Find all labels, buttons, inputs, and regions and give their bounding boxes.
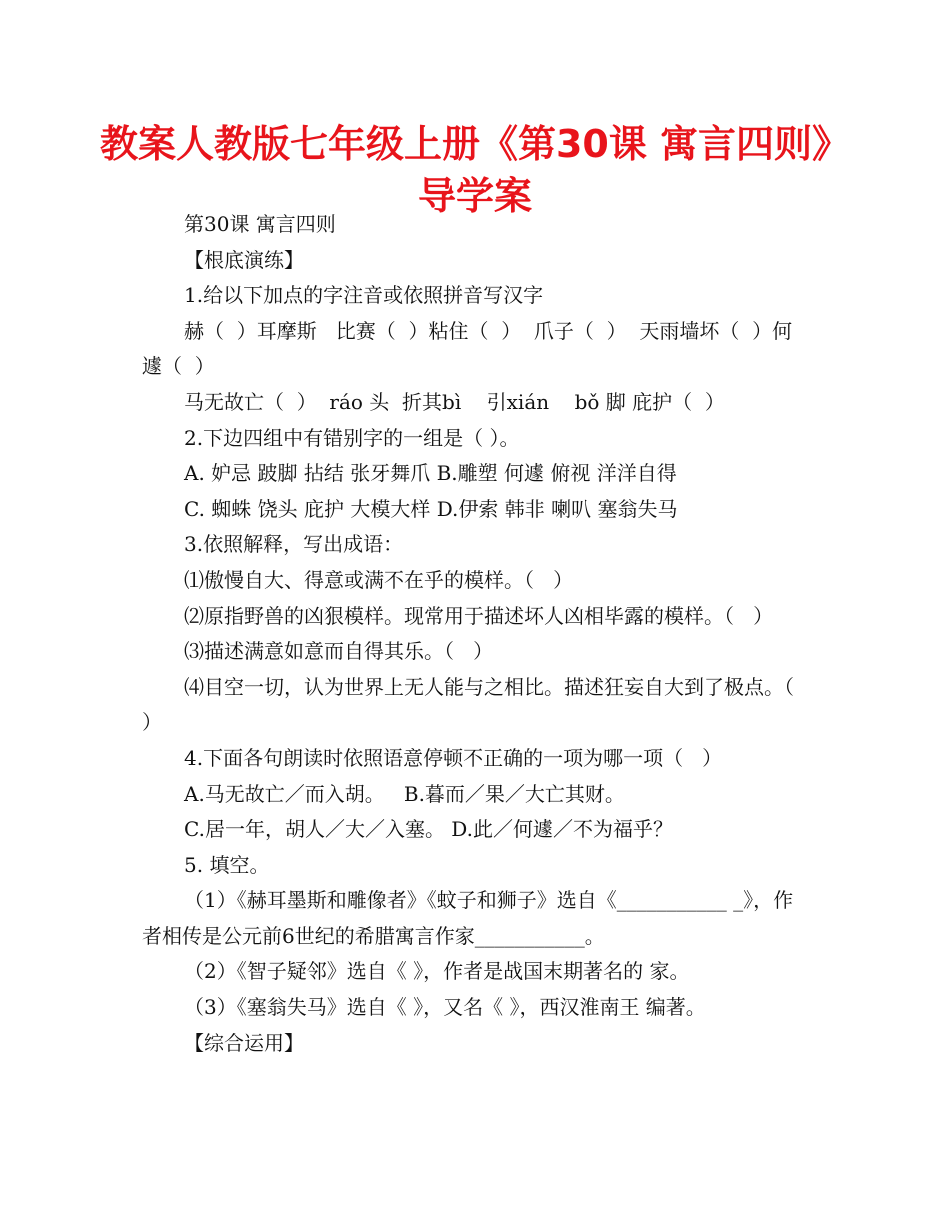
question-3-item-1: ⑴傲慢自大、得意或满不在乎的模样。（ ） [184, 567, 574, 592]
question-5-item-3: （3）《塞翁失马》选自《 》，又名《 》，西汉淮南王 编著。 [184, 995, 706, 1020]
question-1: 1.给以下加点的字注音或依照拼音写汉字 [184, 283, 544, 308]
question-2: 2.下边四组中有错别字的一组是（ ）。 [184, 425, 520, 450]
question-3-item-4: ⑷目空一切，认为世界上无人能与之相比。描述狂妄自大到了极点。（ ） [142, 674, 814, 735]
question-4-options-cd: C.居一年，胡人／大／入塞。 D.此／何遽／不为福乎？ [184, 817, 673, 842]
question-5: 5. 填空。 [184, 852, 270, 877]
question-4-options-ab: A.马无故亡／而入胡。 B.暮而／果／大亡其财。 [184, 781, 625, 806]
lesson-heading: 第30课 寓言四则 [184, 212, 336, 236]
question-1-line-2: 马无故亡（ ） ráo 头 折其bì 引xián bǒ 脚 庇护（ ） [184, 389, 725, 414]
question-3-item-3: ⑶描述满意如意而自得其乐。（ ） [184, 639, 494, 664]
document-body [142, 207, 812, 1061]
question-3-item-2: ⑵原指野兽的凶狠模样。现常用于描述坏人凶相毕露的模样。（ ） [184, 603, 774, 628]
question-5-item-2: （2）《智子疑邻》选自《 》，作者是战国末期著名的 家。 [184, 959, 690, 984]
question-3: 3.依照解释，写出成语： [184, 532, 404, 557]
question-2-options-ab: A. 妒忌 跛脚 拈结 张牙舞爪 B.雕塑 何遽 俯视 洋洋自得 [184, 461, 677, 486]
question-4: 4.下面各句朗读时依照语意停顿不正确的一项为哪一项（ ） [184, 745, 723, 770]
section-heading-basics: 【根底演练】 [184, 247, 304, 272]
document-title: 教案人教版七年级上册《第30课 寓言四则》导学案 [99, 122, 851, 218]
section-heading-application: 【综合运用】 [184, 1030, 304, 1055]
question-1-line-1: 赫（ ）耳摩斯 比赛（ ）粘住（ ） 爪子（ ） 天雨墙坏（ ）何遽（ ） [142, 318, 793, 379]
question-2-options-cd: C. 蜘蛛 饶头 庇护 大模大样 D.伊索 韩非 喇叭 塞翁失马 [184, 496, 678, 521]
question-5-item-1: （1）《赫耳墨斯和雕像者》《蚊子和狮子》选自《___________ _》，作者相传是公元前6世纪的希腊寓言作家___________。 [142, 888, 794, 948]
